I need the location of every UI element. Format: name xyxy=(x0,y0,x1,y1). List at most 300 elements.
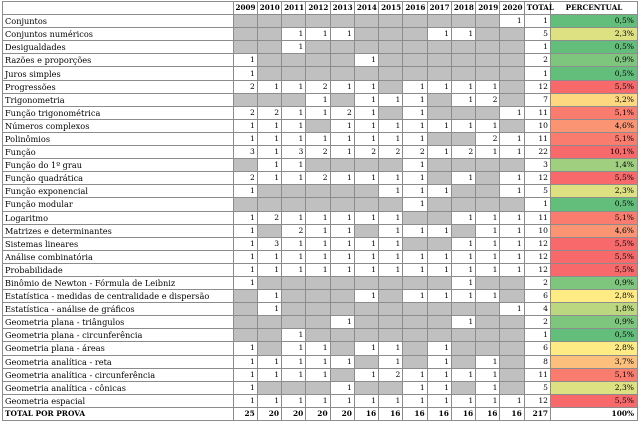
total-year-cell: 16 xyxy=(354,407,378,420)
empty-cell xyxy=(500,329,524,342)
count-cell: 1 xyxy=(233,342,257,355)
total-row xyxy=(3,407,638,420)
count-cell: 1 xyxy=(403,198,427,211)
topic-cell: Trigonometria xyxy=(3,93,234,106)
count-cell: 1 xyxy=(233,224,257,237)
count-cell: 1 xyxy=(476,368,500,381)
count-cell: 1 xyxy=(354,119,378,132)
empty-cell xyxy=(476,316,500,329)
table-row xyxy=(3,93,638,106)
table-row xyxy=(3,28,638,41)
empty-cell xyxy=(306,290,330,303)
count-cell: 1 xyxy=(233,185,257,198)
questions-table xyxy=(2,1,638,421)
row-percent-cell: 5,5% xyxy=(551,172,638,185)
empty-cell xyxy=(233,316,257,329)
count-cell: 1 xyxy=(403,224,427,237)
empty-cell xyxy=(282,67,306,80)
empty-cell xyxy=(451,342,475,355)
header-year: 2015 xyxy=(379,2,403,15)
row-total-cell: 8 xyxy=(524,355,550,368)
empty-cell xyxy=(354,67,378,80)
empty-cell xyxy=(427,67,451,80)
row-total-cell: 5 xyxy=(524,381,550,394)
row-percent-cell: 0,9% xyxy=(551,54,638,67)
count-cell: 2 xyxy=(282,224,306,237)
table-row xyxy=(3,237,638,250)
empty-cell xyxy=(257,15,281,28)
empty-cell xyxy=(427,159,451,172)
count-cell: 1 xyxy=(451,368,475,381)
topic-cell: Função modular xyxy=(3,198,234,211)
row-total-cell: 7 xyxy=(524,93,550,106)
count-cell: 1 xyxy=(476,146,500,159)
count-cell: 1 xyxy=(282,237,306,250)
count-cell: 1 xyxy=(233,119,257,132)
count-cell: 1 xyxy=(500,185,524,198)
count-cell: 1 xyxy=(500,394,524,407)
empty-cell xyxy=(427,106,451,119)
empty-cell xyxy=(257,342,281,355)
empty-cell xyxy=(257,54,281,67)
empty-cell xyxy=(427,93,451,106)
count-cell: 1 xyxy=(354,211,378,224)
empty-cell xyxy=(354,185,378,198)
count-cell: 1 xyxy=(282,119,306,132)
empty-cell xyxy=(233,290,257,303)
table-row xyxy=(3,80,638,93)
empty-cell xyxy=(500,80,524,93)
empty-cell xyxy=(476,28,500,41)
count-cell: 1 xyxy=(427,394,451,407)
count-cell: 1 xyxy=(451,250,475,263)
total-label: TOTAL POR PROVA xyxy=(3,407,234,420)
row-percent-cell: 5,5% xyxy=(551,394,638,407)
table-row xyxy=(3,342,638,355)
count-cell: 1 xyxy=(500,237,524,250)
count-cell: 1 xyxy=(282,172,306,185)
empty-cell xyxy=(282,93,306,106)
table-row xyxy=(3,172,638,185)
count-cell: 1 xyxy=(282,80,306,93)
count-cell: 1 xyxy=(379,237,403,250)
table-row xyxy=(3,67,638,80)
count-cell: 1 xyxy=(282,368,306,381)
empty-cell xyxy=(330,290,354,303)
table-row xyxy=(3,290,638,303)
topic-cell: Números complexos xyxy=(3,119,234,132)
count-cell: 1 xyxy=(233,132,257,145)
count-cell: 1 xyxy=(500,132,524,145)
row-percent-cell: 0,9% xyxy=(551,316,638,329)
count-cell: 1 xyxy=(306,132,330,145)
count-cell: 1 xyxy=(257,146,281,159)
count-cell: 1 xyxy=(233,276,257,289)
count-cell: 1 xyxy=(354,93,378,106)
count-cell: 1 xyxy=(282,211,306,224)
empty-cell xyxy=(354,41,378,54)
topic-cell: Estatística - análise de gráficos xyxy=(3,303,234,316)
count-cell: 1 xyxy=(330,28,354,41)
empty-cell xyxy=(500,198,524,211)
header-year: 2013 xyxy=(330,2,354,15)
count-cell: 1 xyxy=(257,119,281,132)
count-cell: 2 xyxy=(306,146,330,159)
header-year: 2018 xyxy=(451,2,475,15)
count-cell: 1 xyxy=(306,106,330,119)
row-percent-cell: 10,1% xyxy=(551,146,638,159)
row-total-cell: 2 xyxy=(524,276,550,289)
count-cell: 1 xyxy=(403,290,427,303)
empty-cell xyxy=(427,41,451,54)
count-cell: 1 xyxy=(427,342,451,355)
count-cell: 1 xyxy=(233,394,257,407)
count-cell: 1 xyxy=(403,159,427,172)
count-cell: 1 xyxy=(354,132,378,145)
row-percent-cell: 1,4% xyxy=(551,159,638,172)
row-percent-cell: 0,5% xyxy=(551,198,638,211)
count-cell: 1 xyxy=(257,368,281,381)
count-cell: 1 xyxy=(306,368,330,381)
empty-cell xyxy=(500,290,524,303)
empty-cell xyxy=(354,198,378,211)
empty-cell xyxy=(306,303,330,316)
count-cell: 3 xyxy=(233,146,257,159)
row-total-cell: 11 xyxy=(524,106,550,119)
count-cell: 1 xyxy=(451,211,475,224)
empty-cell xyxy=(403,316,427,329)
empty-cell xyxy=(427,172,451,185)
total-year-cell: 16 xyxy=(427,407,451,420)
count-cell: 1 xyxy=(330,394,354,407)
empty-cell xyxy=(427,132,451,145)
empty-cell xyxy=(306,41,330,54)
header-total: TOTAL xyxy=(524,2,550,15)
count-cell: 1 xyxy=(451,276,475,289)
count-cell: 1 xyxy=(451,119,475,132)
empty-cell xyxy=(500,67,524,80)
empty-cell xyxy=(354,224,378,237)
count-cell: 1 xyxy=(330,119,354,132)
count-cell: 1 xyxy=(257,303,281,316)
row-total-cell: 10 xyxy=(524,119,550,132)
count-cell: 1 xyxy=(476,263,500,276)
row-total-cell: 12 xyxy=(524,80,550,93)
topic-cell: Função xyxy=(3,146,234,159)
count-cell: 1 xyxy=(427,224,451,237)
total-year-cell: 16 xyxy=(500,407,524,420)
empty-cell xyxy=(257,41,281,54)
empty-cell xyxy=(476,329,500,342)
row-percent-cell: 5,1% xyxy=(551,368,638,381)
empty-cell xyxy=(379,381,403,394)
count-cell: 1 xyxy=(282,342,306,355)
count-cell: 1 xyxy=(500,106,524,119)
count-cell: 2 xyxy=(403,146,427,159)
grand-percent-cell: 100% xyxy=(551,407,638,420)
count-cell: 1 xyxy=(330,146,354,159)
empty-cell xyxy=(451,41,475,54)
count-cell: 1 xyxy=(379,263,403,276)
total-year-cell: 16 xyxy=(451,407,475,420)
count-cell: 1 xyxy=(354,250,378,263)
row-percent-cell: 0,5% xyxy=(551,15,638,28)
empty-cell xyxy=(379,67,403,80)
count-cell: 1 xyxy=(330,237,354,250)
count-cell: 1 xyxy=(500,211,524,224)
header-year: 2017 xyxy=(427,2,451,15)
empty-cell xyxy=(282,54,306,67)
empty-cell xyxy=(403,237,427,250)
header-year: 2016 xyxy=(403,2,427,15)
table-row xyxy=(3,224,638,237)
count-cell: 1 xyxy=(282,250,306,263)
row-percent-cell: 4,6% xyxy=(551,224,638,237)
topic-cell: Conjuntos numéricos xyxy=(3,28,234,41)
header-year: 2014 xyxy=(354,2,378,15)
empty-cell xyxy=(330,276,354,289)
count-cell: 1 xyxy=(427,80,451,93)
count-cell: 1 xyxy=(403,106,427,119)
row-percent-cell: 5,1% xyxy=(551,211,638,224)
empty-cell xyxy=(451,303,475,316)
empty-cell xyxy=(427,54,451,67)
table-row xyxy=(3,355,638,368)
table-row xyxy=(3,329,638,342)
count-cell: 1 xyxy=(379,93,403,106)
count-cell: 1 xyxy=(330,132,354,145)
empty-cell xyxy=(476,15,500,28)
count-cell: 1 xyxy=(451,263,475,276)
topic-cell: Geometria plana - triângulos xyxy=(3,316,234,329)
count-cell: 2 xyxy=(233,80,257,93)
empty-cell xyxy=(257,276,281,289)
total-year-cell: 16 xyxy=(403,407,427,420)
empty-cell xyxy=(403,342,427,355)
count-cell: 1 xyxy=(427,185,451,198)
empty-cell xyxy=(451,54,475,67)
empty-cell xyxy=(500,381,524,394)
empty-cell xyxy=(427,237,451,250)
count-cell: 1 xyxy=(427,119,451,132)
topic-cell: Geometria plana - áreas xyxy=(3,342,234,355)
empty-cell xyxy=(233,303,257,316)
count-cell: 1 xyxy=(306,355,330,368)
count-cell: 1 xyxy=(451,172,475,185)
topic-cell: Geometria plana - circunferência xyxy=(3,329,234,342)
empty-cell xyxy=(330,329,354,342)
count-cell: 1 xyxy=(330,263,354,276)
count-cell: 1 xyxy=(427,250,451,263)
empty-cell xyxy=(354,28,378,41)
table-row xyxy=(3,250,638,263)
empty-cell xyxy=(354,329,378,342)
count-cell: 1 xyxy=(354,368,378,381)
topic-cell: Geometria analítica - circunferência xyxy=(3,368,234,381)
count-cell: 1 xyxy=(257,159,281,172)
row-percent-cell: 0,5% xyxy=(551,41,638,54)
count-cell: 1 xyxy=(500,172,524,185)
count-cell: 1 xyxy=(451,93,475,106)
count-cell: 1 xyxy=(476,290,500,303)
empty-cell xyxy=(500,119,524,132)
row-percent-cell: 2,3% xyxy=(551,185,638,198)
count-cell: 2 xyxy=(476,132,500,145)
table-row xyxy=(3,15,638,28)
row-total-cell: 11 xyxy=(524,132,550,145)
count-cell: 2 xyxy=(306,80,330,93)
header-topic xyxy=(3,2,234,15)
count-cell: 1 xyxy=(257,132,281,145)
empty-cell xyxy=(403,211,427,224)
empty-cell xyxy=(330,54,354,67)
empty-cell xyxy=(500,93,524,106)
count-cell: 2 xyxy=(233,106,257,119)
empty-cell xyxy=(354,276,378,289)
empty-cell xyxy=(500,342,524,355)
topic-cell: Razões e proporções xyxy=(3,54,234,67)
empty-cell xyxy=(257,198,281,211)
empty-cell xyxy=(500,41,524,54)
empty-cell xyxy=(306,381,330,394)
count-cell: 1 xyxy=(233,263,257,276)
count-cell: 1 xyxy=(330,224,354,237)
empty-cell xyxy=(476,185,500,198)
count-cell: 2 xyxy=(451,146,475,159)
count-cell: 1 xyxy=(500,303,524,316)
row-total-cell: 5 xyxy=(524,28,550,41)
count-cell: 1 xyxy=(500,15,524,28)
row-total-cell: 12 xyxy=(524,250,550,263)
empty-cell xyxy=(257,185,281,198)
empty-cell xyxy=(354,355,378,368)
row-total-cell: 4 xyxy=(524,303,550,316)
count-cell: 1 xyxy=(257,250,281,263)
row-total-cell: 12 xyxy=(524,263,550,276)
row-total-cell: 22 xyxy=(524,146,550,159)
empty-cell xyxy=(427,276,451,289)
row-total-cell: 1 xyxy=(524,15,550,28)
empty-cell xyxy=(354,159,378,172)
count-cell: 1 xyxy=(403,394,427,407)
row-total-cell: 5 xyxy=(524,185,550,198)
empty-cell xyxy=(379,290,403,303)
empty-cell xyxy=(476,159,500,172)
empty-cell xyxy=(330,185,354,198)
empty-cell xyxy=(427,329,451,342)
topic-cell: Juros simples xyxy=(3,67,234,80)
empty-cell xyxy=(379,316,403,329)
empty-cell xyxy=(403,28,427,41)
count-cell: 1 xyxy=(233,211,257,224)
empty-cell xyxy=(306,198,330,211)
topic-cell: Binômio de Newton - Fórmula de Leibniz xyxy=(3,276,234,289)
header-year: 2009 xyxy=(233,2,257,15)
row-total-cell: 1 xyxy=(524,329,550,342)
row-percent-cell: 4,6% xyxy=(551,119,638,132)
empty-cell xyxy=(257,93,281,106)
row-percent-cell: 0,9% xyxy=(551,276,638,289)
row-total-cell: 10 xyxy=(524,224,550,237)
count-cell: 1 xyxy=(427,146,451,159)
count-cell: 1 xyxy=(427,355,451,368)
row-total-cell: 6 xyxy=(524,342,550,355)
count-cell: 1 xyxy=(403,185,427,198)
table-row xyxy=(3,381,638,394)
empty-cell xyxy=(451,106,475,119)
empty-cell xyxy=(403,15,427,28)
header-year: 2012 xyxy=(306,2,330,15)
count-cell: 1 xyxy=(403,381,427,394)
count-cell: 3 xyxy=(282,146,306,159)
count-cell: 1 xyxy=(451,316,475,329)
table-row xyxy=(3,119,638,132)
table-row xyxy=(3,41,638,54)
empty-cell xyxy=(306,276,330,289)
empty-cell xyxy=(451,329,475,342)
count-cell: 1 xyxy=(306,263,330,276)
empty-cell xyxy=(257,329,281,342)
table-row xyxy=(3,159,638,172)
header-year: 2010 xyxy=(257,2,281,15)
total-year-cell: 20 xyxy=(257,407,281,420)
empty-cell xyxy=(500,159,524,172)
count-cell: 2 xyxy=(257,211,281,224)
table-row xyxy=(3,303,638,316)
count-cell: 1 xyxy=(403,93,427,106)
table-body xyxy=(3,15,638,421)
empty-cell xyxy=(451,355,475,368)
empty-cell xyxy=(451,198,475,211)
empty-cell xyxy=(403,303,427,316)
empty-cell xyxy=(379,28,403,41)
empty-cell xyxy=(257,224,281,237)
empty-cell xyxy=(451,132,475,145)
count-cell: 1 xyxy=(451,28,475,41)
count-cell: 1 xyxy=(500,250,524,263)
count-cell: 1 xyxy=(306,93,330,106)
count-cell: 2 xyxy=(233,172,257,185)
count-cell: 1 xyxy=(233,250,257,263)
table-row xyxy=(3,394,638,407)
count-cell: 1 xyxy=(354,237,378,250)
empty-cell xyxy=(306,67,330,80)
empty-cell xyxy=(330,67,354,80)
total-year-cell: 16 xyxy=(379,407,403,420)
topic-cell: Sistemas lineares xyxy=(3,237,234,250)
row-total-cell: 12 xyxy=(524,237,550,250)
empty-cell xyxy=(257,316,281,329)
topic-cell: Probabilidade xyxy=(3,263,234,276)
empty-cell xyxy=(233,41,257,54)
empty-cell xyxy=(403,355,427,368)
row-percent-cell: 5,5% xyxy=(551,263,638,276)
row-total-cell: 12 xyxy=(524,172,550,185)
empty-cell xyxy=(306,54,330,67)
row-percent-cell: 2,8% xyxy=(551,290,638,303)
count-cell: 1 xyxy=(500,146,524,159)
topic-cell: Análise combinatória xyxy=(3,250,234,263)
count-cell: 1 xyxy=(379,394,403,407)
count-cell: 1 xyxy=(476,224,500,237)
row-percent-cell: 1,8% xyxy=(551,303,638,316)
empty-cell xyxy=(500,368,524,381)
empty-cell xyxy=(330,159,354,172)
empty-cell xyxy=(330,93,354,106)
empty-cell xyxy=(403,54,427,67)
empty-cell xyxy=(306,185,330,198)
empty-cell xyxy=(403,41,427,54)
